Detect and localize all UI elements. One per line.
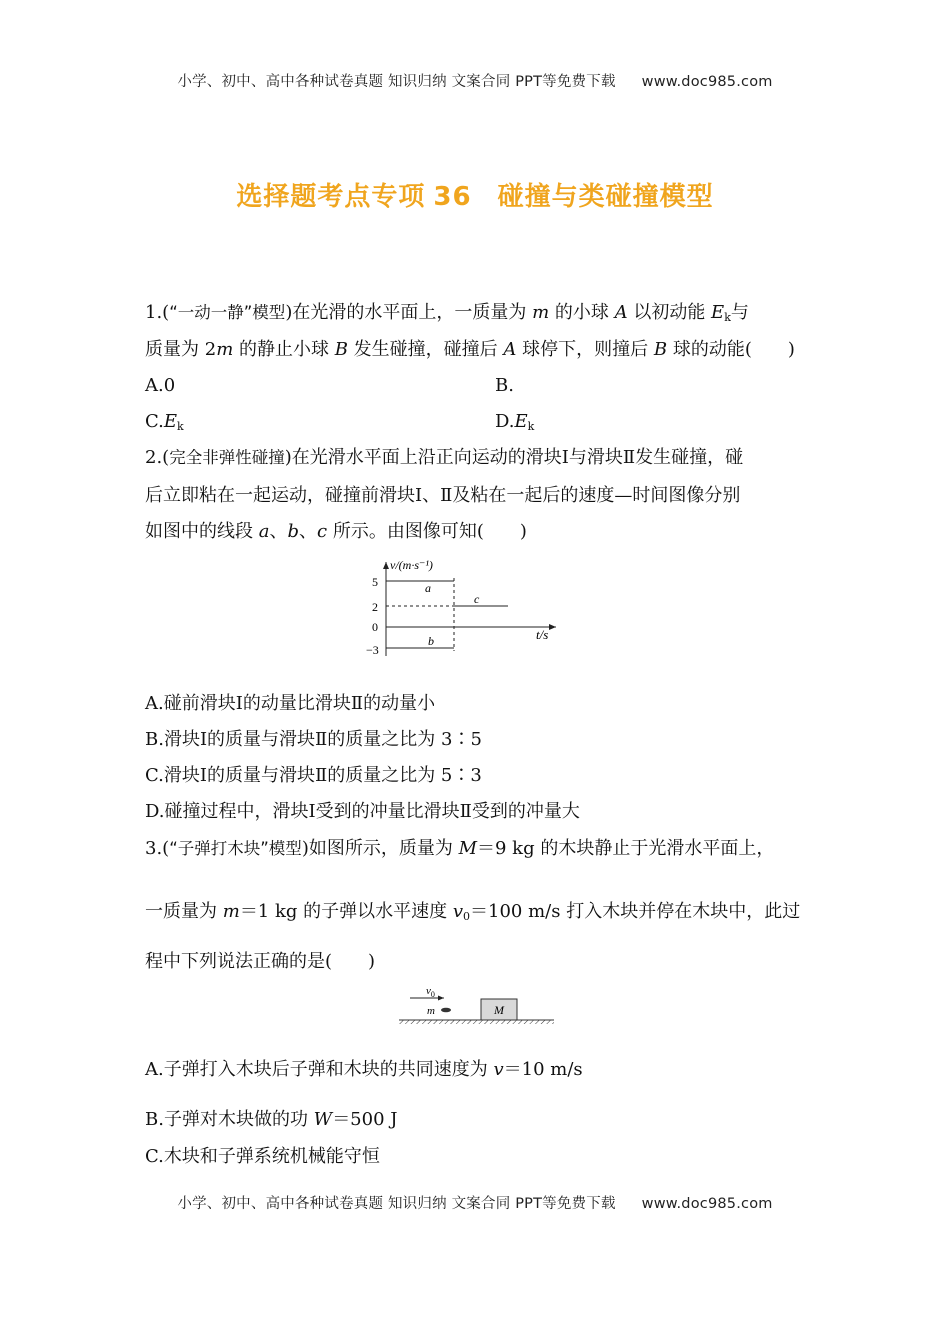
q1-tag: “一动一静”模型 [169,303,286,322]
q2-line-3 [145,520,527,544]
q1-sub-k: k [527,420,535,433]
q3-option-b[interactable] [145,1108,397,1132]
option-text: A.子弹打入木块后子弹和木块的共同速度为 [145,1059,494,1080]
bullet-block-diagram [396,982,558,1030]
q1-option-b[interactable]: B. [495,375,514,396]
q1-text: 球的动能( ) [667,339,795,360]
q3-var-m: M [458,838,477,859]
q1-text: 的小球 [549,302,615,323]
v0-label: $v_0$ [426,985,435,999]
label-c: c [474,592,480,606]
q3-text: ＝1 kg 的子弹以水平速度 [239,901,453,922]
q2-var-c: c [317,521,328,542]
q1-var-b: B [334,339,348,360]
q3-text: ＝100 m/s 打入木块并停在木块中，此过 [470,901,801,922]
q1-var-b: B [653,339,668,360]
tick-neg3: −3 [366,643,379,657]
page-header [0,70,950,91]
option-text: ＝10 m/s [503,1059,583,1080]
q2-number: 2.( [145,447,170,468]
q1-text: 发生碰撞，碰撞后 [347,339,504,360]
q3-line-3: 程中下列说法正确的是( ) [145,951,376,972]
q1-text: 以初动能 [627,302,712,323]
tick-5: 5 [372,575,378,589]
q1-text: 与 [730,302,749,323]
q3-var-v: v [493,1059,504,1080]
q3-var-v: v [452,901,464,922]
q3-option-c[interactable]: C.木块和子弹系统机械能守恒 [145,1146,380,1167]
q1-var-e: E [163,411,177,432]
q1-line-2 [145,338,795,362]
q3-sub-0: 0 [463,910,471,923]
q2-option-c[interactable]: C.滑块Ⅰ的质量与滑块Ⅱ的质量之比为 5∶3 [145,765,482,786]
q1-var-m: m [532,302,550,323]
q1-var-a: A [503,339,517,360]
option-label: C. [145,411,164,432]
option-text: B.子弹对木块做的功 [145,1109,314,1130]
q1-option-a[interactable]: A.0 [145,375,176,396]
q3-option-a[interactable] [145,1058,583,1082]
q2-option-d[interactable]: D.碰撞过程中，滑块Ⅰ受到的冲量比滑块Ⅱ受到的冲量大 [145,801,580,822]
q2-option-b[interactable]: B.滑块Ⅰ的质量与滑块Ⅱ的质量之比为 3∶5 [145,729,482,750]
q3-line-1 [145,837,774,861]
q1-var-a: A [614,302,628,323]
q1-var-e: E [711,302,725,323]
q2-text: 如图中的线段 [145,521,259,542]
q2-line-2: 后立即粘在一起运动，碰撞前滑块Ⅰ、Ⅱ及粘在一起后的速度—时间图像分别 [145,485,741,506]
q2-var-a: a [258,521,270,542]
q2-text: )在光滑水平面上沿正向运动的滑块Ⅰ与滑块Ⅱ发生碰撞，碰 [284,447,744,468]
q2-var-b: b [287,521,299,542]
bullet-icon [441,1008,451,1013]
option-label: D. [495,411,515,432]
q3-number: 3.( [145,838,170,859]
q2-option-a[interactable]: A.碰前滑块Ⅰ的动量比滑块Ⅱ的动量小 [145,693,436,714]
title-number: 36 [433,182,472,212]
q3-text: 一质量为 [145,901,223,922]
page-title [0,176,950,213]
q3-var-m-small: m [222,901,240,922]
q1-sub-k: k [177,420,184,433]
q3-var-w: W [313,1109,333,1130]
tick-0: 0 [372,620,378,634]
q1-sub-k: k [724,311,731,324]
title-topic: 碰撞与类碰撞模型 [497,182,714,212]
ground-hatch [399,1020,554,1024]
q3-text: )如图所示，质量为 [301,838,459,859]
q1-var-e: E [514,411,528,432]
block-label: M [494,1003,504,1017]
footer-site: www.doc985.com [641,1196,773,1212]
q2-line-1 [145,446,743,470]
page-footer [0,1192,950,1213]
q2-tag: 完全非弹性碰撞 [169,448,285,467]
bullet-label: m [427,1005,435,1017]
header-site: www.doc985.com [641,74,773,90]
q1-text: )在光滑的水平面上，一质量为 [285,302,533,323]
q1-number: 1.( [145,302,170,323]
q1-text: 球停下，则撞后 [516,339,654,360]
q1-var-m: m [216,339,234,360]
q1-text: 的静止小球 [233,339,335,360]
q2-sep: 、 [299,521,317,542]
title-prefix: 选择题考点专项 [236,182,426,212]
option-text: ＝500 J [332,1109,398,1130]
q1-text: 质量为 2 [145,339,217,360]
q1-line-1 [145,301,749,330]
footer-text: 小学、初中、高中各种试卷真题 知识归纳 文案合同 PPT等免费下载 [177,1196,616,1212]
q1-option-c[interactable] [145,410,184,439]
q2-text: 所示。由图像可知( ) [327,521,527,542]
y-axis-label: v/(m·s⁻¹) [390,558,433,572]
header-text: 小学、初中、高中各种试卷真题 知识归纳 文案合同 PPT等免费下载 [177,74,616,90]
tick-2: 2 [372,600,378,614]
x-axis-label: t/s [536,627,549,642]
q2-sep: 、 [269,521,288,542]
q3-tag: “子弹打木块”模型 [169,839,302,858]
q3-line-2 [145,900,800,929]
label-b: b [428,634,434,648]
label-a: a [425,581,431,595]
velocity-time-graph [368,556,568,662]
q1-option-d[interactable] [495,410,534,439]
q3-text: ＝9 kg 的木块静止于光滑水平面上， [477,838,775,859]
